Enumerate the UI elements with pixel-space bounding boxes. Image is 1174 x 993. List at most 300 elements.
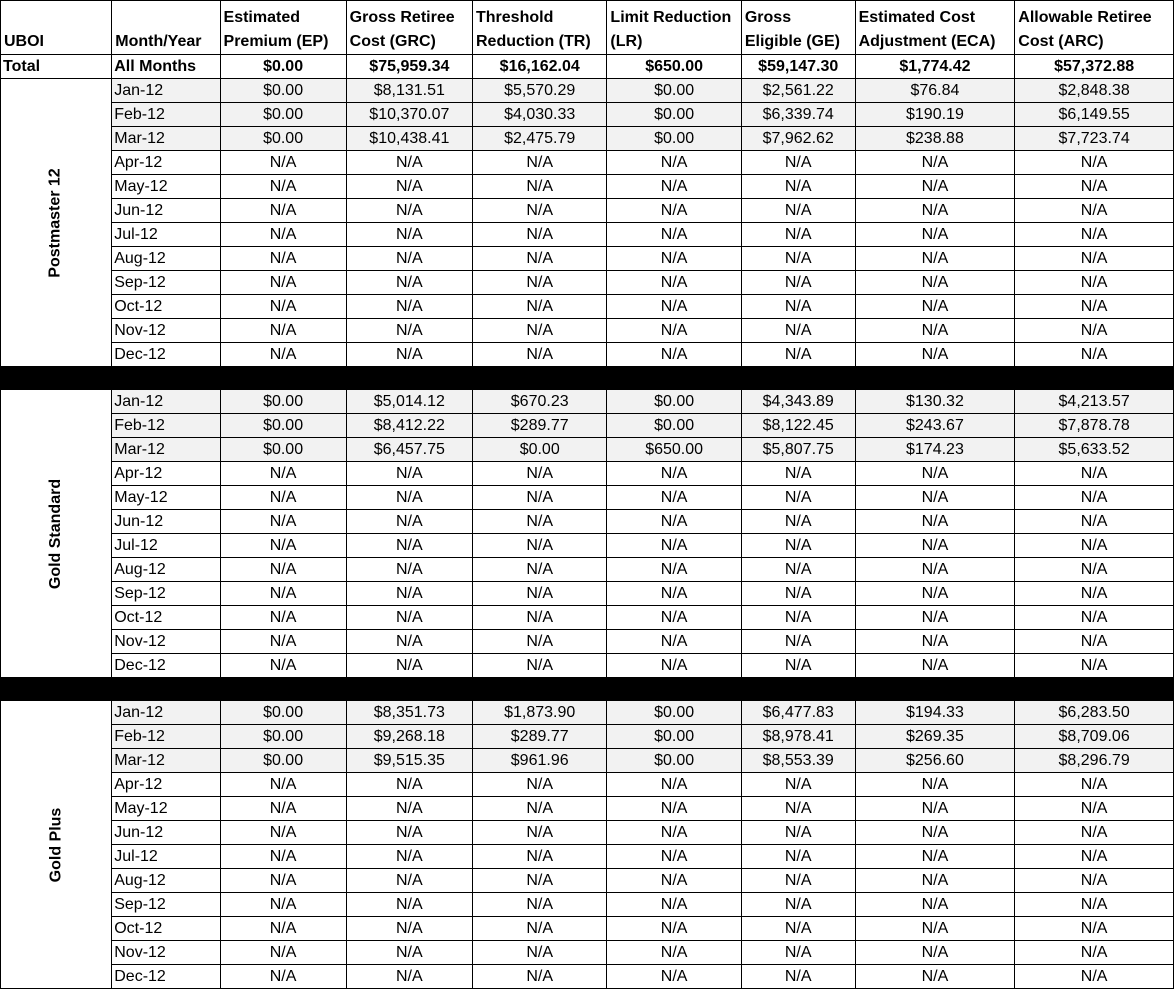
eca-cell: $243.67 <box>855 414 1015 438</box>
tr-cell: N/A <box>473 223 607 247</box>
tr-cell: N/A <box>473 941 607 965</box>
ep-cell: N/A <box>220 630 346 654</box>
grc-cell: $9,268.18 <box>346 725 472 749</box>
eca-cell: $190.19 <box>855 103 1015 127</box>
tr-cell: $289.77 <box>473 725 607 749</box>
lr-cell: N/A <box>607 534 741 558</box>
grc-cell: N/A <box>346 558 472 582</box>
table-row <box>1 247 1174 271</box>
tr-cell: N/A <box>473 510 607 534</box>
ep-cell: $0.00 <box>220 79 346 103</box>
column-header-uboi: UBOI <box>1 1 112 55</box>
eca-cell: N/A <box>855 630 1015 654</box>
arc-cell: N/A <box>1015 821 1174 845</box>
ep-cell: $0.00 <box>220 438 346 462</box>
month-cell: Aug-12 <box>112 869 220 893</box>
lr-cell: $0.00 <box>607 725 741 749</box>
month-cell: Feb-12 <box>112 725 220 749</box>
column-header-grc: Gross Retiree Cost (GRC) <box>346 1 472 55</box>
ge-cell: $7,962.62 <box>741 127 855 151</box>
month-cell: Jul-12 <box>112 534 220 558</box>
tr-cell: N/A <box>473 534 607 558</box>
ep-cell: N/A <box>220 797 346 821</box>
ge-cell: N/A <box>741 654 855 678</box>
ge-cell: $5,807.75 <box>741 438 855 462</box>
month-cell: Mar-12 <box>112 127 220 151</box>
tr-cell: N/A <box>473 773 607 797</box>
grc-cell: $6,457.75 <box>346 438 472 462</box>
ep-cell: N/A <box>220 917 346 941</box>
ge-cell: N/A <box>741 175 855 199</box>
column-header-lr: Limit Reduction (LR) <box>607 1 741 55</box>
month-cell: Oct-12 <box>112 917 220 941</box>
ep-cell: $0.00 <box>220 103 346 127</box>
eca-cell: N/A <box>855 486 1015 510</box>
table-row <box>1 199 1174 223</box>
arc-cell: N/A <box>1015 773 1174 797</box>
grc-cell: N/A <box>346 247 472 271</box>
arc-cell: N/A <box>1015 199 1174 223</box>
lr-cell: N/A <box>607 462 741 486</box>
arc-cell: N/A <box>1015 630 1174 654</box>
month-cell: Sep-12 <box>112 271 220 295</box>
ge-cell: N/A <box>741 965 855 989</box>
tr-cell: N/A <box>473 247 607 271</box>
eca-cell: $256.60 <box>855 749 1015 773</box>
month-cell: Sep-12 <box>112 582 220 606</box>
table-row <box>1 103 1174 127</box>
arc-cell: N/A <box>1015 462 1174 486</box>
arc-cell: N/A <box>1015 941 1174 965</box>
month-cell: Apr-12 <box>112 773 220 797</box>
separator-bar <box>1 367 1174 390</box>
month-cell: Jun-12 <box>112 821 220 845</box>
table-row <box>1 773 1174 797</box>
eca-cell: N/A <box>855 797 1015 821</box>
tr-cell: N/A <box>473 462 607 486</box>
month-cell: Dec-12 <box>112 343 220 367</box>
ge-cell: N/A <box>741 510 855 534</box>
ge-cell: N/A <box>741 343 855 367</box>
total-label: Total <box>1 55 112 79</box>
month-cell: Oct-12 <box>112 295 220 319</box>
lr-cell: N/A <box>607 271 741 295</box>
table-row <box>1 821 1174 845</box>
ep-cell: N/A <box>220 247 346 271</box>
grc-cell: N/A <box>346 295 472 319</box>
total-eca: $1,774.42 <box>855 55 1015 79</box>
month-cell: Jul-12 <box>112 845 220 869</box>
arc-cell: N/A <box>1015 558 1174 582</box>
arc-cell: N/A <box>1015 845 1174 869</box>
ep-cell: $0.00 <box>220 749 346 773</box>
ep-cell: N/A <box>220 654 346 678</box>
grc-cell: N/A <box>346 821 472 845</box>
table-row <box>1 917 1174 941</box>
table-row <box>1 606 1174 630</box>
arc-cell: N/A <box>1015 486 1174 510</box>
ge-cell: N/A <box>741 223 855 247</box>
grc-cell: N/A <box>346 797 472 821</box>
lr-cell: N/A <box>607 773 741 797</box>
table-row <box>1 630 1174 654</box>
eca-cell: N/A <box>855 175 1015 199</box>
eca-cell: N/A <box>855 869 1015 893</box>
tr-cell: N/A <box>473 295 607 319</box>
lr-cell: N/A <box>607 893 741 917</box>
eca-cell: N/A <box>855 510 1015 534</box>
grc-cell: N/A <box>346 319 472 343</box>
month-cell: Jan-12 <box>112 79 220 103</box>
arc-cell: N/A <box>1015 797 1174 821</box>
lr-cell: $0.00 <box>607 414 741 438</box>
lr-cell: N/A <box>607 175 741 199</box>
grc-cell: N/A <box>346 654 472 678</box>
table-row <box>1 486 1174 510</box>
lr-cell: N/A <box>607 654 741 678</box>
lr-cell: N/A <box>607 606 741 630</box>
ge-cell: N/A <box>741 773 855 797</box>
tr-cell: N/A <box>473 271 607 295</box>
ep-cell: N/A <box>220 175 346 199</box>
tr-cell: N/A <box>473 917 607 941</box>
month-cell: Feb-12 <box>112 103 220 127</box>
lr-cell: $0.00 <box>607 749 741 773</box>
tr-cell: N/A <box>473 893 607 917</box>
lr-cell: $0.00 <box>607 701 741 725</box>
ge-cell: N/A <box>741 151 855 175</box>
eca-cell: N/A <box>855 319 1015 343</box>
arc-cell: N/A <box>1015 151 1174 175</box>
header-row <box>1 1 1174 55</box>
ep-cell: N/A <box>220 893 346 917</box>
tr-cell: N/A <box>473 343 607 367</box>
month-cell: Dec-12 <box>112 965 220 989</box>
tr-cell: $670.23 <box>473 390 607 414</box>
lr-cell: $650.00 <box>607 438 741 462</box>
grc-cell: N/A <box>346 199 472 223</box>
tr-cell: N/A <box>473 486 607 510</box>
eca-cell: N/A <box>855 151 1015 175</box>
ep-cell: N/A <box>220 606 346 630</box>
month-cell: Mar-12 <box>112 749 220 773</box>
lr-cell: N/A <box>607 941 741 965</box>
month-cell: Jun-12 <box>112 510 220 534</box>
grc-cell: $10,438.41 <box>346 127 472 151</box>
grc-cell: N/A <box>346 462 472 486</box>
table-row <box>1 343 1174 367</box>
eca-cell: N/A <box>855 654 1015 678</box>
ep-cell: $0.00 <box>220 127 346 151</box>
eca-cell: N/A <box>855 295 1015 319</box>
ge-cell: N/A <box>741 534 855 558</box>
lr-cell: N/A <box>607 199 741 223</box>
table-row <box>1 223 1174 247</box>
grc-cell: N/A <box>346 917 472 941</box>
column-header-ge: Gross Eligible (GE) <box>741 1 855 55</box>
arc-cell: $2,848.38 <box>1015 79 1174 103</box>
month-cell: May-12 <box>112 175 220 199</box>
eca-cell: N/A <box>855 821 1015 845</box>
lr-cell: N/A <box>607 869 741 893</box>
arc-cell: N/A <box>1015 223 1174 247</box>
tr-cell: N/A <box>473 797 607 821</box>
arc-cell: N/A <box>1015 247 1174 271</box>
eca-cell: N/A <box>855 582 1015 606</box>
group-label: Gold Plus <box>47 807 65 882</box>
table-row <box>1 510 1174 534</box>
grc-cell: N/A <box>346 869 472 893</box>
ep-cell: $0.00 <box>220 390 346 414</box>
total-grc: $75,959.34 <box>346 55 472 79</box>
ep-cell: N/A <box>220 343 346 367</box>
ge-cell: $2,561.22 <box>741 79 855 103</box>
lr-cell: N/A <box>607 917 741 941</box>
lr-cell: $0.00 <box>607 79 741 103</box>
ep-cell: N/A <box>220 965 346 989</box>
eca-cell: N/A <box>855 893 1015 917</box>
ge-cell: $8,122.45 <box>741 414 855 438</box>
month-cell: Feb-12 <box>112 414 220 438</box>
month-cell: Jun-12 <box>112 199 220 223</box>
tr-cell: $1,873.90 <box>473 701 607 725</box>
group-label: Gold Standard <box>47 478 65 589</box>
ge-cell: $6,477.83 <box>741 701 855 725</box>
arc-cell: $6,283.50 <box>1015 701 1174 725</box>
table-row <box>1 319 1174 343</box>
table-row <box>1 725 1174 749</box>
lr-cell: N/A <box>607 630 741 654</box>
lr-cell: N/A <box>607 319 741 343</box>
arc-cell: $7,723.74 <box>1015 127 1174 151</box>
ge-cell: N/A <box>741 462 855 486</box>
eca-cell: N/A <box>855 199 1015 223</box>
table-row <box>1 965 1174 989</box>
arc-cell: N/A <box>1015 917 1174 941</box>
lr-cell: N/A <box>607 295 741 319</box>
ge-cell: N/A <box>741 797 855 821</box>
eca-cell: N/A <box>855 558 1015 582</box>
ep-cell: N/A <box>220 845 346 869</box>
ge-cell: N/A <box>741 869 855 893</box>
arc-cell: N/A <box>1015 965 1174 989</box>
ge-cell: N/A <box>741 893 855 917</box>
table-row <box>1 390 1174 414</box>
table-row <box>1 79 1174 103</box>
tr-cell: N/A <box>473 319 607 343</box>
grc-cell: N/A <box>346 151 472 175</box>
month-cell: May-12 <box>112 797 220 821</box>
lr-cell: N/A <box>607 965 741 989</box>
grc-cell: $8,412.22 <box>346 414 472 438</box>
arc-cell: N/A <box>1015 893 1174 917</box>
tr-cell: N/A <box>473 582 607 606</box>
month-cell: Apr-12 <box>112 151 220 175</box>
ge-cell: $8,553.39 <box>741 749 855 773</box>
table-row <box>1 414 1174 438</box>
tr-cell: N/A <box>473 845 607 869</box>
total-ge: $59,147.30 <box>741 55 855 79</box>
ep-cell: N/A <box>220 462 346 486</box>
table-row <box>1 582 1174 606</box>
lr-cell: N/A <box>607 558 741 582</box>
grc-cell: N/A <box>346 486 472 510</box>
table-row <box>1 654 1174 678</box>
ge-cell: N/A <box>741 271 855 295</box>
eca-cell: N/A <box>855 343 1015 367</box>
ge-cell: N/A <box>741 486 855 510</box>
table-row <box>1 271 1174 295</box>
lr-cell: N/A <box>607 151 741 175</box>
total-tr: $16,162.04 <box>473 55 607 79</box>
month-cell: Jul-12 <box>112 223 220 247</box>
eca-cell: N/A <box>855 223 1015 247</box>
table-row <box>1 127 1174 151</box>
tr-cell: N/A <box>473 151 607 175</box>
lr-cell: N/A <box>607 247 741 271</box>
grc-cell: N/A <box>346 534 472 558</box>
ep-cell: N/A <box>220 223 346 247</box>
grc-cell: $5,014.12 <box>346 390 472 414</box>
column-header-month-year: Month/Year <box>112 1 220 55</box>
ep-cell: N/A <box>220 821 346 845</box>
eca-cell: N/A <box>855 247 1015 271</box>
ep-cell: N/A <box>220 941 346 965</box>
arc-cell: N/A <box>1015 869 1174 893</box>
eca-cell: $269.35 <box>855 725 1015 749</box>
ep-cell: N/A <box>220 151 346 175</box>
lr-cell: N/A <box>607 582 741 606</box>
group-label-cell <box>1 390 112 678</box>
table-row <box>1 749 1174 773</box>
group-separator <box>1 367 1174 390</box>
ge-cell: N/A <box>741 917 855 941</box>
ge-cell: N/A <box>741 319 855 343</box>
table-row <box>1 534 1174 558</box>
eca-cell: N/A <box>855 773 1015 797</box>
ep-cell: N/A <box>220 869 346 893</box>
tr-cell: N/A <box>473 965 607 989</box>
column-header-ep: Estimated Premium (EP) <box>220 1 346 55</box>
lr-cell: N/A <box>607 797 741 821</box>
ep-cell: N/A <box>220 295 346 319</box>
eca-cell: $174.23 <box>855 438 1015 462</box>
tr-cell: N/A <box>473 606 607 630</box>
table-row <box>1 941 1174 965</box>
arc-cell: $8,709.06 <box>1015 725 1174 749</box>
group-separator <box>1 678 1174 701</box>
month-cell: Dec-12 <box>112 654 220 678</box>
tr-cell: N/A <box>473 654 607 678</box>
arc-cell: $8,296.79 <box>1015 749 1174 773</box>
ge-cell: N/A <box>741 630 855 654</box>
eca-cell: $76.84 <box>855 79 1015 103</box>
tr-cell: N/A <box>473 199 607 223</box>
arc-cell: N/A <box>1015 510 1174 534</box>
ge-cell: $8,978.41 <box>741 725 855 749</box>
eca-cell: N/A <box>855 462 1015 486</box>
column-header-eca: Estimated Cost Adjustment (ECA) <box>855 1 1015 55</box>
eca-cell: N/A <box>855 271 1015 295</box>
month-cell: Apr-12 <box>112 462 220 486</box>
ge-cell: N/A <box>741 558 855 582</box>
tr-cell: $2,475.79 <box>473 127 607 151</box>
month-cell: Aug-12 <box>112 247 220 271</box>
grc-cell: N/A <box>346 630 472 654</box>
grc-cell: N/A <box>346 941 472 965</box>
lr-cell: $0.00 <box>607 127 741 151</box>
ep-cell: N/A <box>220 271 346 295</box>
month-cell: Jan-12 <box>112 701 220 725</box>
tr-cell: N/A <box>473 630 607 654</box>
ge-cell: N/A <box>741 295 855 319</box>
column-header-tr: Threshold Reduction (TR) <box>473 1 607 55</box>
eca-cell: $238.88 <box>855 127 1015 151</box>
grc-cell: N/A <box>346 343 472 367</box>
total-ep: $0.00 <box>220 55 346 79</box>
grc-cell: N/A <box>346 271 472 295</box>
tr-cell: N/A <box>473 175 607 199</box>
arc-cell: N/A <box>1015 534 1174 558</box>
separator-bar <box>1 678 1174 701</box>
tr-cell: N/A <box>473 558 607 582</box>
grc-cell: N/A <box>346 606 472 630</box>
eca-cell: N/A <box>855 606 1015 630</box>
tr-cell: $289.77 <box>473 414 607 438</box>
table-row <box>1 869 1174 893</box>
month-cell: Nov-12 <box>112 941 220 965</box>
month-cell: Sep-12 <box>112 893 220 917</box>
eca-cell: N/A <box>855 845 1015 869</box>
grc-cell: $8,351.73 <box>346 701 472 725</box>
ep-cell: N/A <box>220 773 346 797</box>
ep-cell: N/A <box>220 199 346 223</box>
lr-cell: $0.00 <box>607 103 741 127</box>
grc-cell: $9,515.35 <box>346 749 472 773</box>
ep-cell: $0.00 <box>220 725 346 749</box>
table-row <box>1 462 1174 486</box>
table-row <box>1 893 1174 917</box>
table-row <box>1 558 1174 582</box>
arc-cell: N/A <box>1015 582 1174 606</box>
lr-cell: $0.00 <box>607 390 741 414</box>
ge-cell: N/A <box>741 199 855 223</box>
eca-cell: N/A <box>855 534 1015 558</box>
ge-cell: N/A <box>741 821 855 845</box>
month-cell: Mar-12 <box>112 438 220 462</box>
eca-cell: $194.33 <box>855 701 1015 725</box>
grc-cell: $10,370.07 <box>346 103 472 127</box>
total-row <box>1 55 1174 79</box>
grc-cell: N/A <box>346 965 472 989</box>
table-row <box>1 797 1174 821</box>
group-label-cell <box>1 701 112 989</box>
group-label-cell <box>1 79 112 367</box>
grc-cell: N/A <box>346 773 472 797</box>
table-row <box>1 175 1174 199</box>
table-row <box>1 438 1174 462</box>
tr-cell: N/A <box>473 869 607 893</box>
arc-cell: $6,149.55 <box>1015 103 1174 127</box>
ep-cell: N/A <box>220 510 346 534</box>
ep-cell: N/A <box>220 486 346 510</box>
ep-cell: $0.00 <box>220 701 346 725</box>
ge-cell: N/A <box>741 247 855 271</box>
eca-cell: N/A <box>855 917 1015 941</box>
total-lr: $650.00 <box>607 55 741 79</box>
tr-cell: N/A <box>473 821 607 845</box>
column-header-arc: Allowable Retiree Cost (ARC) <box>1015 1 1174 55</box>
